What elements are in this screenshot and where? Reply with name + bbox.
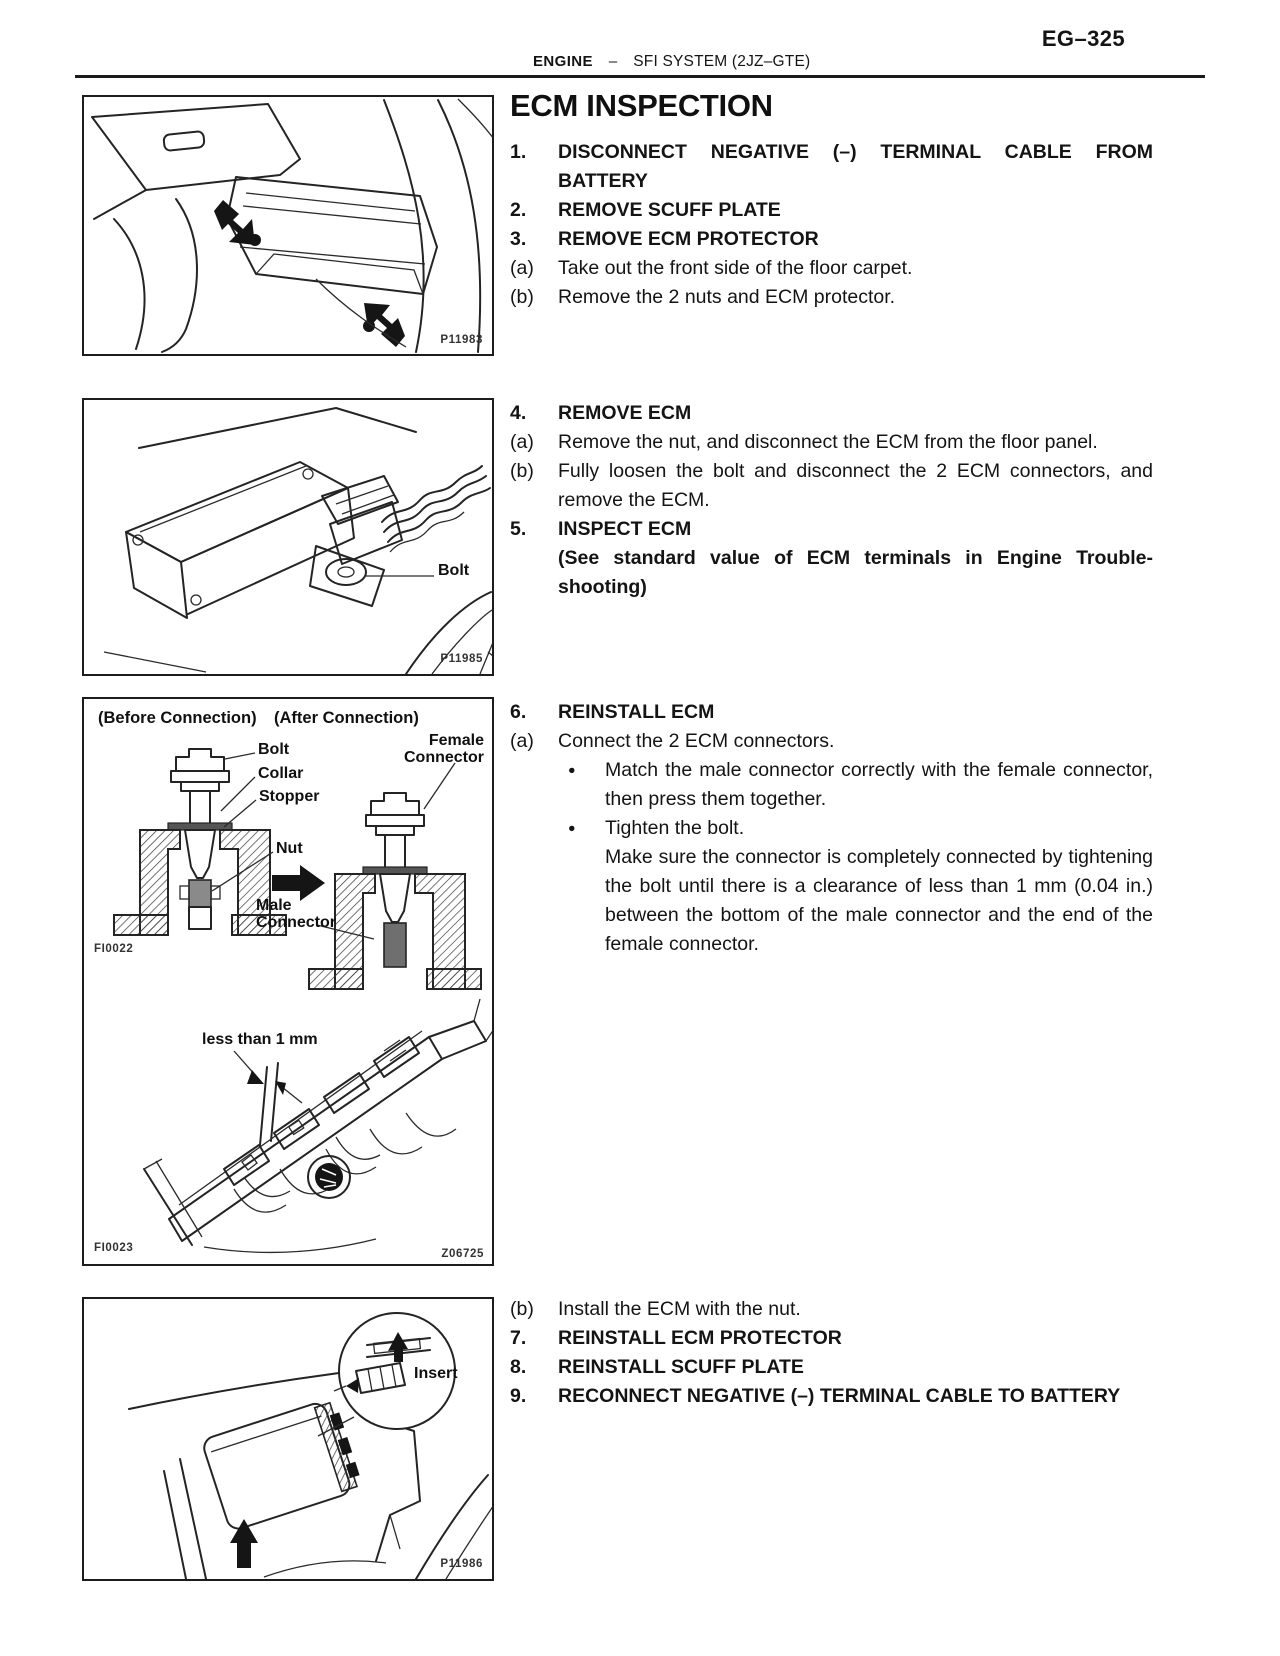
step-text: Take out the front side of the floor carpet.	[558, 257, 913, 279]
step-number: 8.	[510, 1356, 527, 1378]
step-number: 4.	[510, 402, 527, 424]
step-number: 1.	[510, 141, 527, 163]
fig1-drawing	[84, 97, 492, 354]
step-text: Remove the 2 nuts and ECM protector.	[558, 286, 896, 308]
bullet-item-1	[510, 756, 1153, 814]
step-text: REINSTALL SCUFF PLATE	[558, 1356, 804, 1378]
step-number: 9.	[510, 1385, 527, 1407]
label-male-connector: Male Connector	[256, 897, 336, 931]
label-bolt: Bolt	[258, 741, 290, 758]
step-letter: (a)	[510, 730, 534, 752]
figure-code-lower-right: Z06725	[441, 1248, 484, 1260]
figure-ecm-protector	[82, 95, 494, 356]
step-3a	[510, 254, 1153, 283]
procedure-block-2	[510, 399, 1153, 602]
step-8	[510, 1353, 1153, 1382]
fig3-drawing	[84, 699, 492, 1264]
step-letter: (b)	[510, 286, 534, 308]
step-letter: (b)	[510, 460, 534, 482]
bullet-item-2	[510, 814, 1153, 843]
step-number: 3.	[510, 228, 527, 250]
breadcrumb-separator: –	[608, 53, 618, 70]
step-7	[510, 1324, 1153, 1353]
breadcrumb	[533, 53, 810, 71]
figure-ecm-install	[82, 1297, 494, 1581]
step-text: Connect the 2 ECM connectors.	[558, 730, 835, 752]
page-title: ECM INSPECTION	[510, 88, 773, 123]
breadcrumb-subsection: SFI SYSTEM (2JZ–GTE)	[633, 53, 811, 70]
step-text: REINSTALL ECM PROTECTOR	[558, 1327, 842, 1349]
fig2-drawing	[84, 400, 492, 674]
label-bolt: Bolt	[438, 562, 470, 579]
step-6b	[510, 1295, 1153, 1324]
step-number: 7.	[510, 1327, 527, 1349]
fig4-drawing	[84, 1299, 492, 1579]
bullet-icon: ●	[568, 763, 576, 777]
step-1	[510, 138, 1153, 196]
step-number: 6.	[510, 701, 527, 723]
step-4a	[510, 428, 1153, 457]
step-number: 5.	[510, 518, 527, 540]
label-stopper: Stopper	[259, 788, 320, 805]
step-6a-note: Make sure the connector is completely connected by tightening the bolt until there is a clearance of less than 1 mm (0.04 in.) between the bottom of the male connector and the end of the female connector.	[605, 846, 1153, 955]
step-text: REMOVE ECM	[558, 402, 692, 424]
step-letter: (a)	[510, 257, 534, 279]
figure-ecm-bolt	[82, 398, 494, 676]
figure-code: P11985	[440, 653, 483, 665]
step-number: 2.	[510, 199, 527, 221]
procedure-block-1	[510, 138, 1153, 312]
step-text: REMOVE ECM PROTECTOR	[558, 228, 819, 250]
header-rule	[75, 75, 1205, 78]
figure-code-upper: FI0022	[94, 943, 134, 955]
label-after-connection: (After Connection)	[274, 709, 419, 727]
step-text: Fully loosen the bolt and disconnect the 2 ECM connectors, and remove the ECM.	[558, 460, 1153, 511]
step-text: INSPECT ECM	[558, 518, 692, 540]
procedure-block-4	[510, 1295, 1153, 1411]
procedure-block-3	[510, 698, 1153, 959]
step-letter: (a)	[510, 431, 534, 453]
figure-code-lower-left: FI0023	[94, 1242, 134, 1254]
bullet-text: Match the male connector correctly with the female connector, then press them together.	[605, 759, 1153, 810]
step-5-note: (See standard value of ECM terminals in Engine Trouble-shooting)	[558, 547, 1153, 598]
step-4b	[510, 457, 1153, 515]
step-text: REINSTALL ECM	[558, 701, 715, 723]
figure-connector-sections	[82, 697, 494, 1266]
step-3	[510, 225, 1153, 254]
label-female-connector: Female Connector	[404, 732, 484, 766]
step-text: Install the ECM with the nut.	[558, 1298, 801, 1320]
step-5	[510, 515, 1153, 544]
label-insert: Insert	[414, 1365, 458, 1382]
step-6a	[510, 727, 1153, 756]
step-text: DISCONNECT NEGATIVE (–) TERMINAL CABLE FROM BATTERY	[558, 141, 1153, 192]
page-number: EG–325	[1041, 26, 1125, 51]
bullet-text: Tighten the bolt.	[605, 817, 745, 839]
label-nut: Nut	[276, 840, 303, 857]
step-2	[510, 196, 1153, 225]
label-clearance: less than 1 mm	[202, 1031, 318, 1048]
figure-code: P11986	[440, 1558, 483, 1570]
step-text: Remove the nut, and disconnect the ECM from the floor panel.	[558, 431, 1098, 453]
step-text: RECONNECT NEGATIVE (–) TERMINAL CABLE TO BATTERY	[558, 1385, 1121, 1407]
step-6	[510, 698, 1153, 727]
label-before-connection: (Before Connection)	[98, 709, 257, 727]
step-3b	[510, 283, 1153, 312]
step-letter: (b)	[510, 1298, 534, 1320]
step-4	[510, 399, 1153, 428]
breadcrumb-section: ENGINE	[533, 53, 593, 70]
label-collar: Collar	[258, 765, 304, 782]
step-9	[510, 1382, 1153, 1411]
step-text: REMOVE SCUFF PLATE	[558, 199, 781, 221]
bullet-icon: ●	[568, 821, 576, 835]
figure-code: P11983	[440, 334, 483, 346]
